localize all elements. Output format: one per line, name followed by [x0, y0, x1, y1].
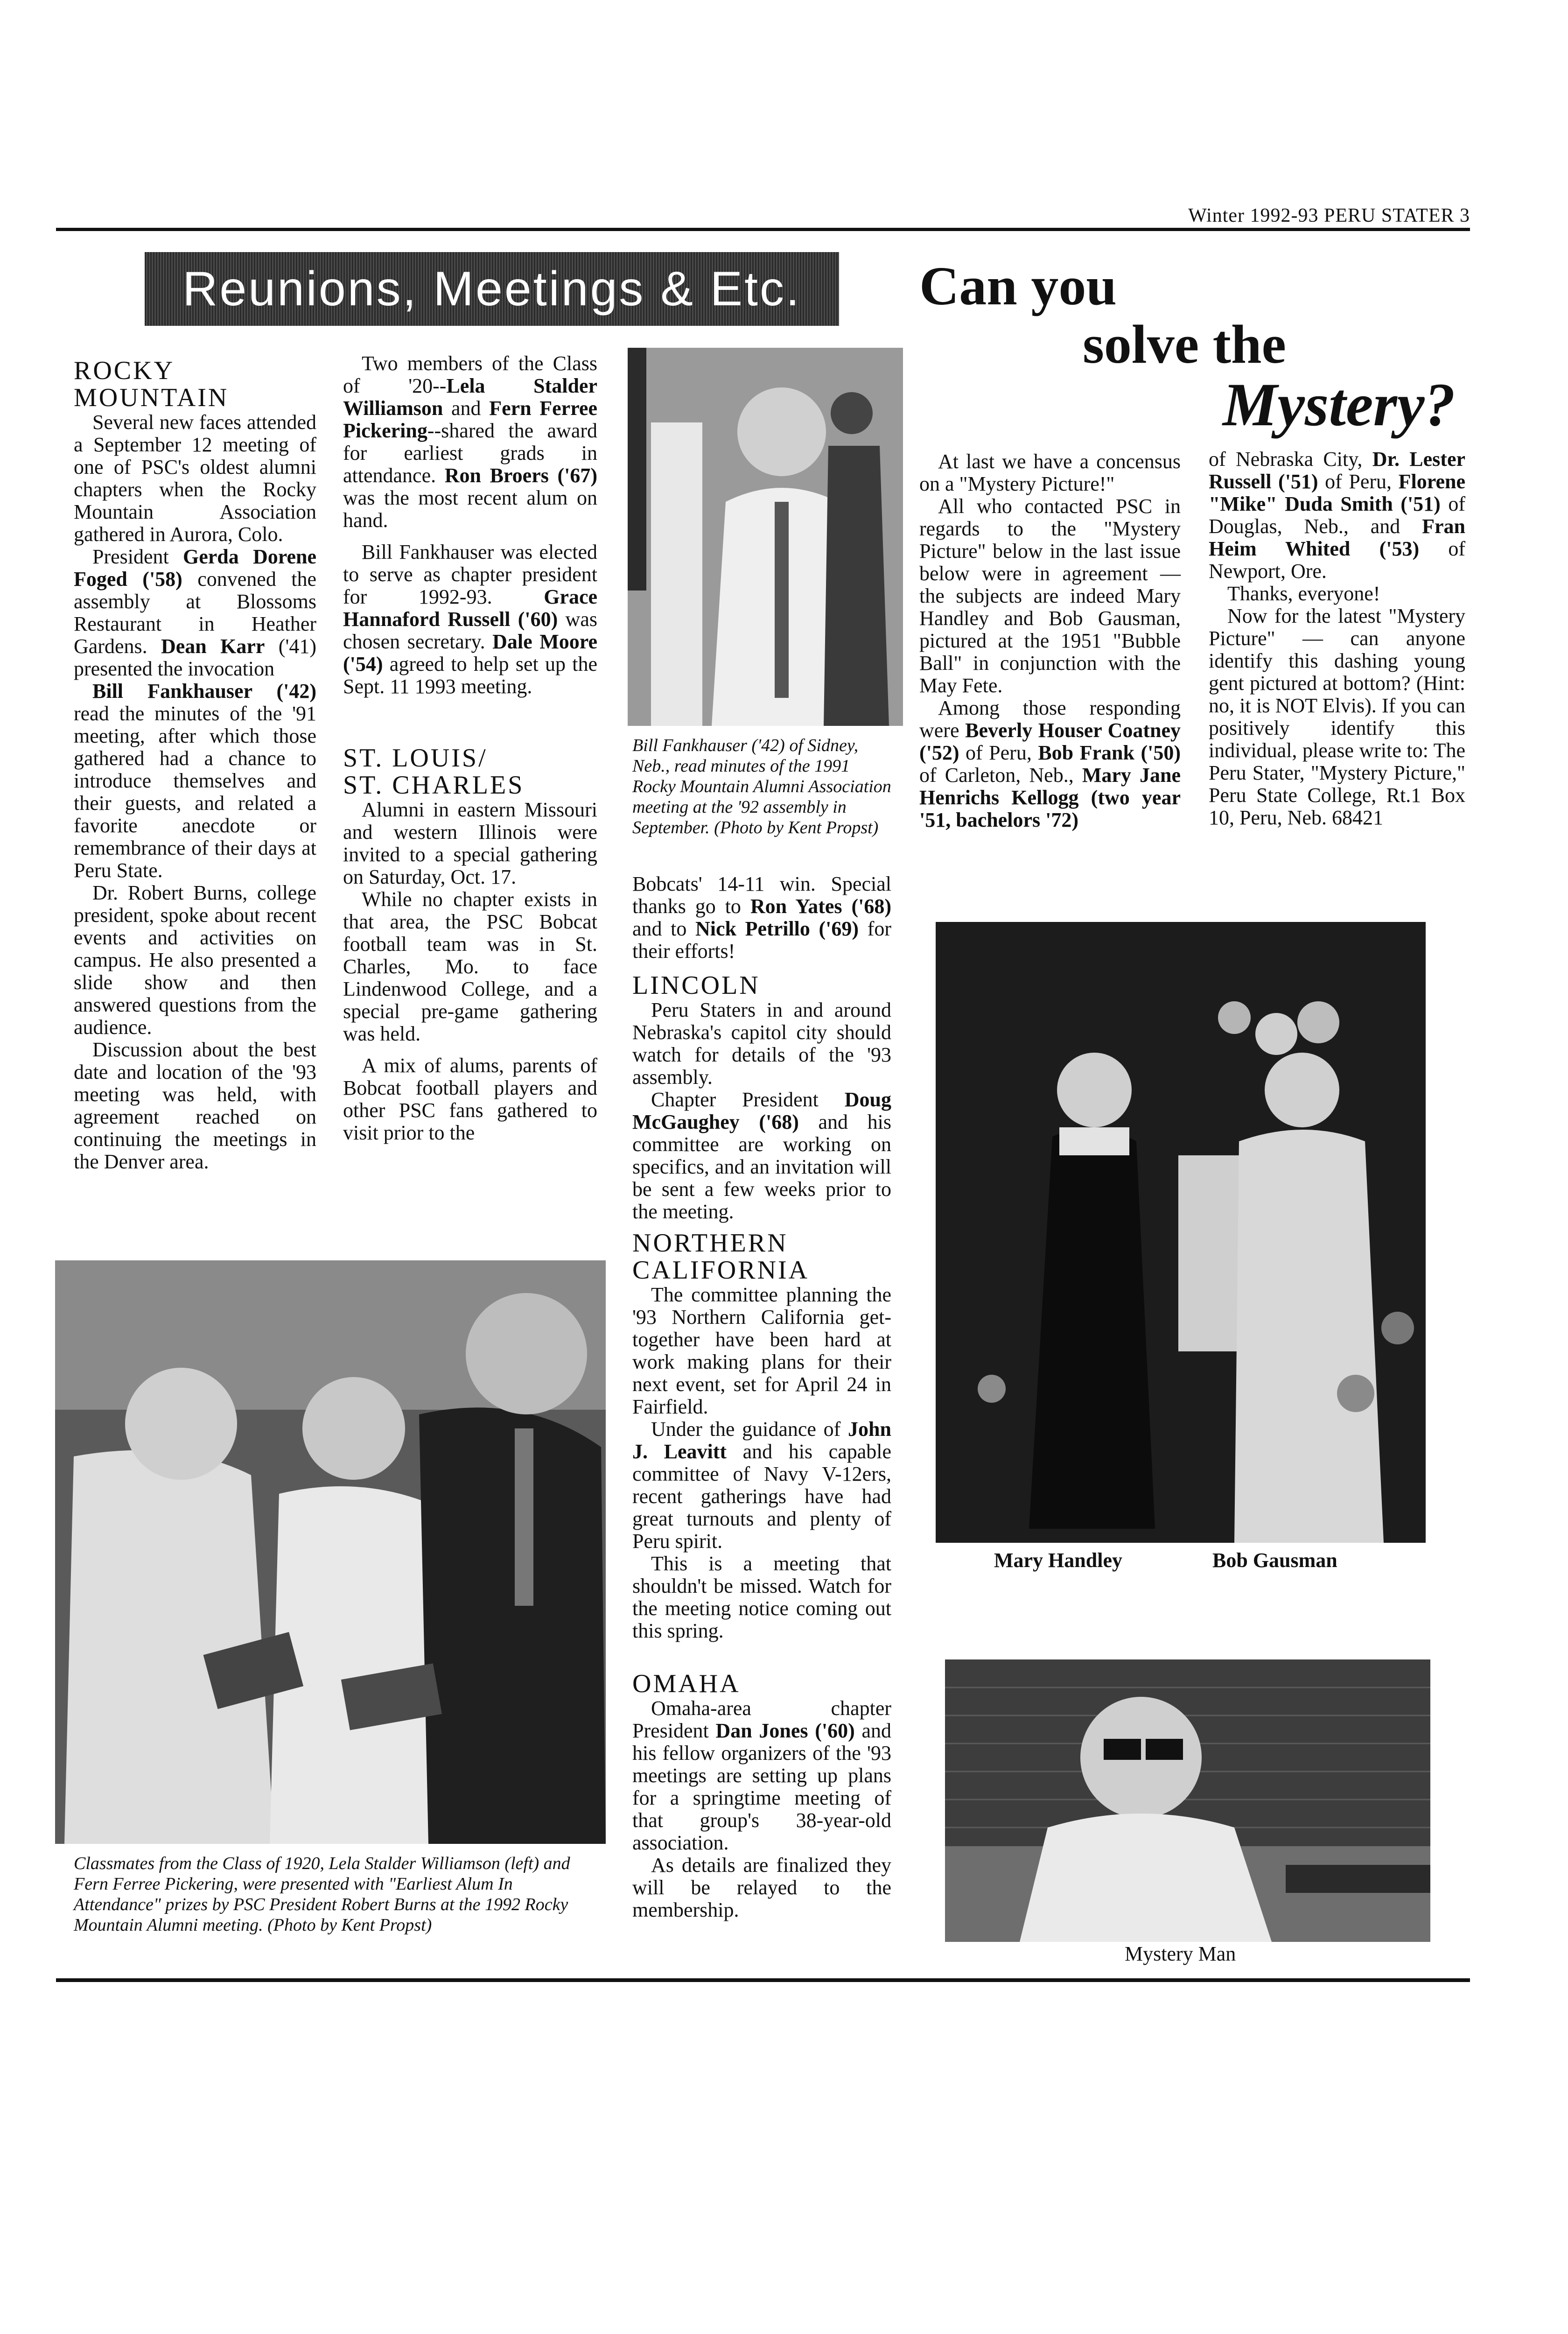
fankhauser-photo [628, 348, 903, 726]
rocky-title-1: ROCKY [74, 356, 175, 385]
section-banner: Reunions, Meetings & Etc. [145, 252, 839, 326]
nc-p1: The committee planning the '93 Northern California get-together have been hard at work making plans for their next event, set for April 24 in Fairfield. [632, 1283, 891, 1418]
running-head: Winter 1992-93 PERU STATER 3 [1188, 205, 1470, 226]
omaha-p1: Omaha-area chapter President Dan Jones ('60) and his fellow organizers of the '93 meetings are setting up plans for a springtime meeting of that group's 38-year-old association. [632, 1697, 891, 1854]
mystery-c1-p2: All who contacted PSC in regards to the "Mystery Picture" below in the last issue below were in agreement — the subjects are indeed Mary Handley and Bob Gausman, pictured at the 1951 "Bubble Ball" in conjunction with the May Fete. [919, 495, 1181, 697]
nc-p3: This is a meeting that shouldn't be missed. Watch for the meeting notice coming out this spring. [632, 1552, 891, 1642]
mystery-c2-p2: Thanks, everyone! [1227, 582, 1380, 605]
fankhauser-caption: Bill Fankhauser ('42) of Sidney, Neb., read minutes of the 1991 Rocky Mountain Alumni Association meeting at the '92 assembly in September. (Photo by Kent Propst) [632, 736, 891, 837]
mystery-c2-p3: Now for the latest "Mystery Picture" — can anyone identify this dashing young gent pictured at bottom? (Hint: no, it is NOT Elvis). If you can positively identify this individual, please write to: The Peru Stater, "Mystery Picture," Peru State College, Rt.1 Box 10, Peru, Neb. 68421 [1209, 605, 1465, 829]
stl-title-2: ST. CHARLES [343, 771, 525, 800]
mystery-title-2: solve the [1083, 314, 1286, 375]
lincoln-p2: Chapter President Doug McGaughey ('68) and his committee are working on specifics, and an invitation will be sent a few weeks prior to the meeting. [632, 1088, 891, 1223]
lincoln-p1: Peru Staters in and around Nebraska's capitol city should watch for details of the '93 assembly. [632, 998, 891, 1089]
lincoln-title: LINCOLN [632, 971, 760, 1000]
caption-mystery-man: Mystery Man [1125, 1942, 1236, 1965]
classmates-photo [55, 1260, 606, 1844]
rocky-title-2: MOUNTAIN [74, 383, 229, 412]
nc-title-1: NORTHERN [632, 1229, 788, 1258]
mystery-man-photo [945, 1659, 1430, 1942]
mystery-title-1: Can you [919, 255, 1117, 316]
rocky-p1: Several new faces attended a September 12 meeting of one of PSC's oldest alumni chapters when the Rocky Mountain Association gathered in Aurora, Colo. [74, 411, 316, 546]
mystery-c1-p3: Among those responding were Beverly Houser Coatney ('52) of Peru, Bob Frank ('50) of Carleton, Neb., Mary Jane Henrichs Kellogg (two year '51, bachelors '72) [919, 696, 1181, 831]
mystery-c2-p1: of Nebraska City, Dr. Lester Russell ('51) of Peru, Florene "Mike" Duda Smith ('51) of Douglas, Neb., and Fran Heim Whited ('53) of Newport, Ore. [1209, 448, 1466, 583]
omaha-title: OMAHA [632, 1669, 741, 1698]
col2-p1: Two members of the Class of '20--Lela Stalder Williamson and Fern Ferree Pickering--shared the award for earliest grads in attendance. Ron Broers ('67) was the most recent alum on hand. [343, 352, 597, 532]
stl-p1: Alumni in eastern Missouri and western Illinois were invited to a special gathering on Saturday, Oct. 17. [343, 798, 597, 888]
rocky-p4: Dr. Robert Burns, college president, spoke about recent events and activities on campus. He also presented a slide show and then answered questions from the audience. [74, 881, 316, 1039]
rocky-p3: Bill Fankhauser ('42) read the minutes of the '91 meeting, after which those gathered had a chance to introduce themselves and their guests, and related a favorite anecdote or remembrance of their days at Peru State. [74, 680, 316, 882]
rocky-p2: President Gerda Dorene Foged ('58) convened the assembly at Blossoms Restaurant in Heather Gardens. Dean Karr ('41) presented the invocation [74, 545, 317, 680]
col2-p2: Bill Fankhauser was elected to serve as chapter president for 1992-93. Grace Hannaford Russell ('60) was chosen secretary. Dale Moore ('54) agreed to help set up the Sept. 11 1993 meeting. [343, 541, 598, 698]
omaha-p2: As details are finalized they will be relayed to the membership. [632, 1854, 891, 1921]
stl-p2: While no chapter exists in that area, the PSC Bobcat football team was in St. Charles, Mo. to face Lindenwood College, and a special pre-game gathering was held. [343, 888, 597, 1045]
rocky-mountain-article [74, 357, 316, 1173]
stl-p3: A mix of alums, parents of Bobcat football players and other PSC fans gathered to visit prior to the [343, 1054, 597, 1144]
rocky-p5: Discussion about the best date and location of the '93 meeting was held, with agreement reached on continuing the meetings in the Denver area. [74, 1038, 316, 1173]
column-two [343, 352, 597, 1144]
caption-mary-handley: Mary Handley [994, 1549, 1122, 1572]
bottom-rule [56, 1978, 1470, 1982]
nc-title-2: CALIFORNIA [632, 1256, 810, 1285]
mystery-c1-p1: At last we have a concensus on a "Mystery Picture!" [919, 450, 1181, 495]
bubble-ball-photo [936, 922, 1426, 1543]
column-three [632, 873, 891, 1921]
col3-p1: Bobcats' 14-11 win. Special thanks go to Ron Yates ('68) and to Nick Petrillo ('69) for their efforts! [632, 872, 891, 963]
caption-bob-gausman: Bob Gausman [1212, 1549, 1337, 1572]
top-rule [56, 228, 1470, 231]
nc-p2: Under the guidance of John J. Leavitt and his capable committee of Navy V-12ers, recent gatherings have had great turnouts and plenty of Peru spirit. [632, 1418, 891, 1553]
mystery-title-3: Mystery? [1223, 370, 1456, 439]
mystery-column-one [919, 450, 1181, 831]
mystery-column-two [1209, 448, 1465, 829]
classmates-caption: Classmates from the Class of 1920, Lela Stalder Williamson (left) and Fern Ferree Pickering, were presented with "Earliest Alum In Attendance" prizes by PSC President Robert Burns at the 1992 Rocky Mountain Alumni meeting. (Photo by Kent Propst) [74, 1854, 570, 1935]
stl-title-1: ST. LOUIS/ [343, 744, 488, 773]
